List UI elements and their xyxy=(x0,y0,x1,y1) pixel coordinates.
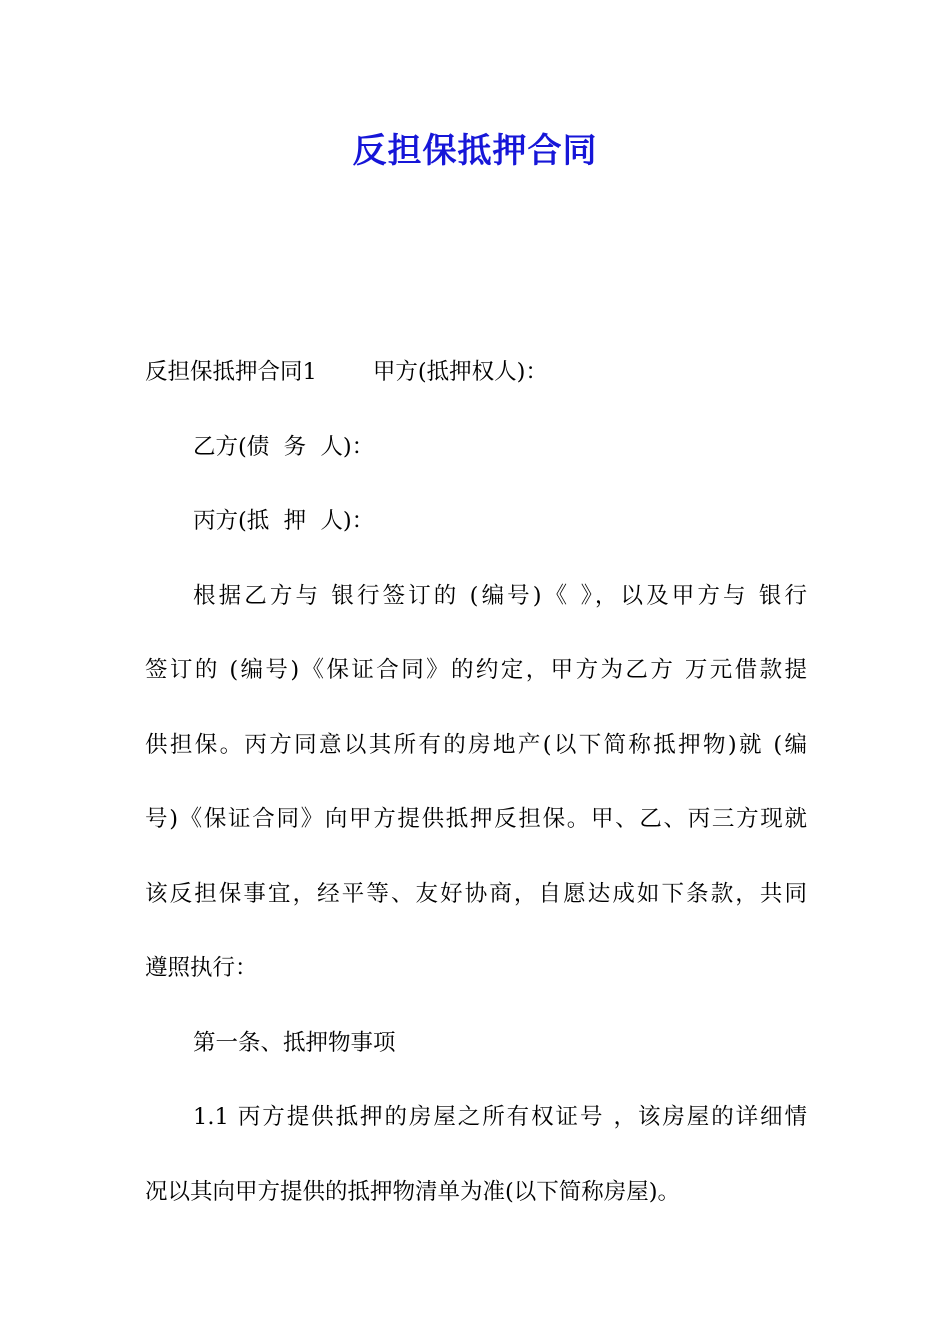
party-c-label: 丙方(抵 押 人)： xyxy=(193,508,375,534)
contract-number-text: 反担保抵押合同1 xyxy=(145,359,317,385)
paragraph-line-8: 该反担保事宜，经平等、友好协商，自愿达成如下条款，共同 xyxy=(145,880,807,907)
document-body xyxy=(145,335,807,1229)
paragraph-line-7: 号)《保证合同》向甲方提供抵押反担保。甲、乙、丙三方现就 xyxy=(145,806,807,832)
party-a-label: 甲方(抵押权人)： xyxy=(372,359,548,385)
document-title: 反担保抵押合同 xyxy=(352,131,598,171)
paragraph-line-1 xyxy=(145,335,807,410)
paragraph-line-5: 签订的 (编号)《保证合同》的约定，甲方为乙方 万元借款提 xyxy=(145,657,807,683)
section-heading-1: 第一条、抵押物事项 xyxy=(193,1029,396,1056)
party-b-label: 乙方(债 务 人)： xyxy=(193,433,375,460)
clause-1-1-line-2: 况以其向甲方提供的抵押物清单为准(以下简称房屋)。 xyxy=(145,1178,681,1205)
clause-1-1-line-1: 1.1 丙方提供抵押的房屋之所有权证号 ，该房屋的详细情 xyxy=(193,1104,807,1130)
paragraph-line-6: 供担保。丙方同意以其所有的房地产(以下简称抵押物)就 (编 xyxy=(145,731,807,758)
paragraph-line-4: 根据乙方与 银行签订的 (编号)《 》，以及甲方与 银行 xyxy=(193,582,807,609)
paragraph-line-9: 遵照执行： xyxy=(145,955,258,981)
